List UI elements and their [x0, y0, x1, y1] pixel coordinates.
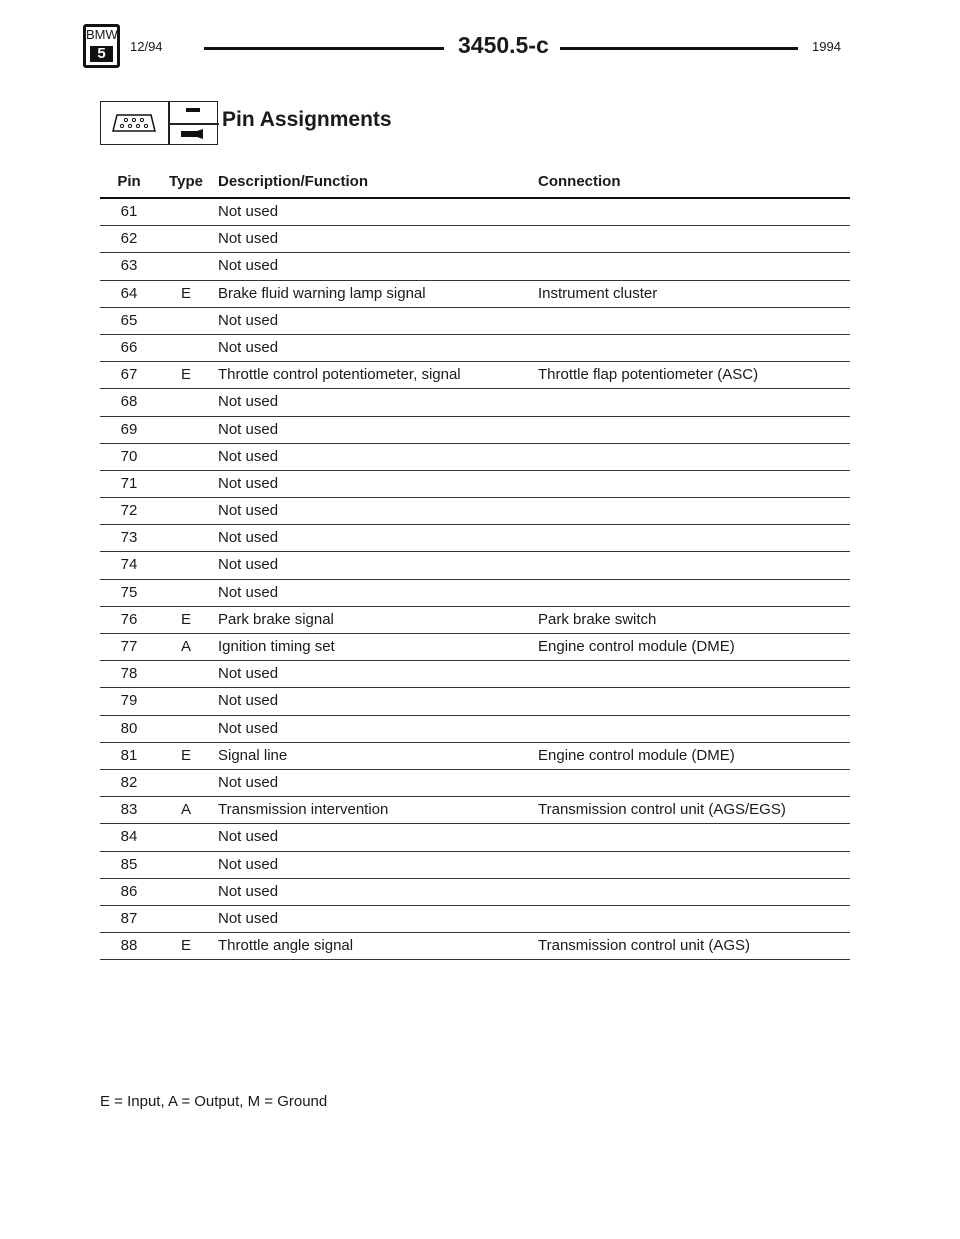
type-cell: E	[180, 746, 191, 764]
connection-cell: Throttle flap potentiometer (ASC)	[538, 366, 759, 384]
table-row	[100, 743, 850, 770]
pin-cell: 86	[120, 882, 138, 900]
pin-cell: 63	[120, 257, 138, 275]
type-cell: A	[180, 638, 191, 655]
description-cell: Not used	[218, 529, 279, 547]
description-cell: Not used	[218, 502, 279, 520]
description-cell: Signal line	[218, 746, 288, 764]
table-row	[100, 389, 850, 416]
description-cell: Not used	[218, 855, 279, 873]
page-title: Pin Assignments	[222, 108, 392, 131]
description-cell: Park brake signal	[218, 610, 334, 628]
connection-cell: Park brake switch	[538, 610, 657, 628]
table-row	[100, 824, 850, 851]
description-cell: Not used	[218, 692, 279, 710]
section-icon-box	[100, 101, 218, 145]
pin-cell: 74	[120, 556, 138, 574]
pin-cell: 82	[120, 773, 138, 791]
table-row	[100, 634, 850, 661]
pin-connector-icon	[181, 129, 205, 139]
type-cell: E	[180, 610, 191, 628]
description-cell: Brake fluid warning lamp signal	[218, 284, 426, 302]
table-row	[100, 199, 850, 226]
description-cell: Not used	[218, 773, 279, 791]
pin-cell: 78	[120, 665, 138, 683]
table-row	[100, 253, 850, 280]
header-pin: Pin	[117, 173, 141, 190]
pin-cell: 73	[120, 529, 138, 547]
description-cell: Not used	[218, 230, 279, 248]
table-row	[100, 688, 850, 715]
pin-cell: 71	[120, 474, 138, 492]
pin-cell: 81	[120, 746, 138, 764]
header-type: Type	[169, 173, 203, 190]
table-row	[100, 525, 850, 552]
description-cell: Not used	[218, 583, 279, 601]
pin-cell: 69	[120, 420, 138, 438]
table-row	[100, 498, 850, 525]
header-year: 1994	[812, 39, 841, 54]
connection-cell: Transmission control unit (AGS)	[538, 937, 751, 955]
description-cell: Not used	[218, 882, 279, 900]
pin-cell: 88	[120, 937, 138, 955]
description-cell: Ignition timing set	[218, 638, 335, 655]
connection-cell: Instrument cluster	[538, 284, 658, 302]
document-id: 3450.5-c	[458, 32, 549, 58]
table-row	[100, 879, 850, 906]
table-row	[100, 580, 850, 607]
pin-cell: 83	[120, 801, 138, 819]
table-row	[100, 281, 850, 308]
description-cell: Transmission intervention	[218, 801, 389, 819]
type-cell: E	[180, 937, 191, 955]
pin-cell: 64	[120, 284, 138, 302]
description-cell: Not used	[218, 719, 279, 737]
description-cell: Not used	[218, 311, 279, 329]
description-cell: Not used	[218, 393, 279, 411]
legend-footnote: E = Input, A = Output, M = Ground	[100, 1093, 328, 1110]
pin-assignment-table	[100, 170, 850, 960]
pin-top-icon	[186, 108, 200, 112]
description-cell: Not used	[218, 556, 279, 574]
connection-cell: Engine control module (DME)	[538, 638, 735, 655]
description-cell: Not used	[218, 203, 279, 220]
table-row	[100, 552, 850, 579]
header-date: 12/94	[130, 39, 163, 54]
pin-cell: 70	[120, 447, 138, 465]
description-cell: Not used	[218, 828, 279, 846]
pin-cell: 72	[120, 502, 138, 520]
bmw-5-series-logo-icon	[83, 24, 120, 68]
pin-cell: 77	[120, 638, 138, 655]
header-connection: Connection	[538, 173, 621, 190]
table-row	[100, 444, 850, 471]
connection-cell: Engine control module (DME)	[538, 746, 735, 764]
pin-cell: 79	[120, 692, 138, 710]
pin-cell: 84	[120, 828, 138, 846]
connection-cell: Transmission control unit (AGS/EGS)	[538, 801, 786, 819]
table-row	[100, 471, 850, 498]
type-cell: A	[180, 801, 191, 819]
pin-cell: 66	[120, 338, 138, 356]
description-cell: Not used	[218, 420, 279, 438]
description-cell: Throttle angle signal	[218, 937, 354, 955]
description-cell: Not used	[218, 257, 279, 275]
type-cell: E	[180, 366, 191, 384]
pin-cell: 75	[120, 583, 138, 601]
table-row	[100, 797, 850, 824]
table-row	[100, 852, 850, 879]
icon-box-hdivider	[168, 123, 219, 125]
pin-cell: 87	[120, 909, 138, 927]
table-header	[100, 170, 850, 199]
pin-cell: 68	[120, 393, 138, 411]
pin-cell: 61	[120, 203, 138, 220]
table-row	[100, 308, 850, 335]
table-row	[100, 716, 850, 743]
pin-cell: 65	[120, 311, 138, 329]
description-cell: Throttle control potentiometer, signal	[218, 366, 461, 384]
logo-number: 5	[90, 46, 113, 62]
description-cell: Not used	[218, 909, 279, 927]
description-cell: Not used	[218, 338, 279, 356]
table-row	[100, 362, 850, 389]
table-row	[100, 335, 850, 362]
pin-cell: 67	[120, 366, 138, 384]
pin-cell: 80	[120, 719, 138, 737]
table-body	[100, 199, 850, 960]
header-description: Description/Function	[218, 173, 368, 190]
type-cell: E	[180, 284, 191, 302]
table-row	[100, 417, 850, 444]
table-row	[100, 770, 850, 797]
description-cell: Not used	[218, 474, 279, 492]
table-row	[100, 607, 850, 634]
table-row	[100, 933, 850, 960]
pin-cell: 62	[120, 230, 138, 248]
logo-text: BMW	[86, 27, 118, 42]
header-rule-right	[560, 47, 798, 50]
description-cell: Not used	[218, 665, 279, 683]
pin-cell: 76	[120, 610, 138, 628]
description-cell: Not used	[218, 447, 279, 465]
table-row	[100, 661, 850, 688]
header-rule-left	[204, 47, 444, 50]
table-row	[100, 906, 850, 933]
table-row	[100, 226, 850, 253]
pin-cell: 85	[120, 855, 138, 873]
connector-pins-icon	[111, 112, 157, 134]
